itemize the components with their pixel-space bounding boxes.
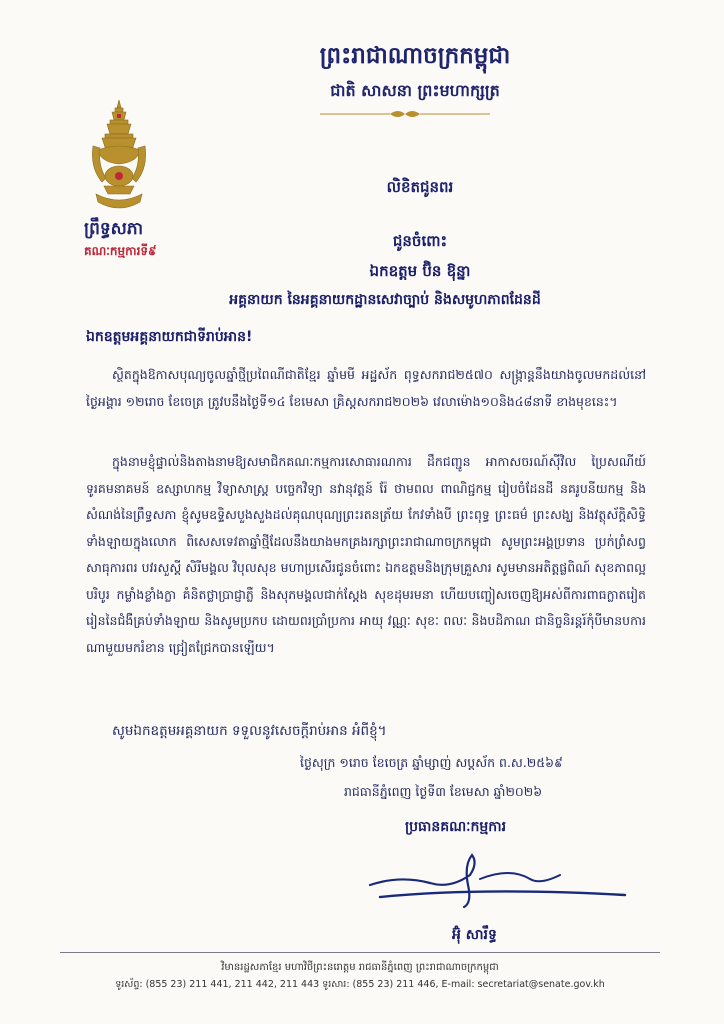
- body-paragraph-2: ក្នុងនាមខ្ញុំផ្ទាល់និងតាងនាមឱ្យសមាជិកគណៈកម្មការសោធារណការ ដឹកជញ្ជូន អាកាសចរណ៍ស៊ីវិល ប្រៃសណីយ៍ ទូរគមនាគមន៍ ឧស្សាហកម្ម វិទ្យាសាស្ត្រ បច្ចេកវិទ្យា នវានុវត្តន៍ រ៉ែ ថាមពល ពាណិជ្ជកម្ម រៀបចំដែនដី នគរូបនីយកម្ម និងសំណង់នៃព្រឹទ្ធសភា ខ្ញុំសូមឧទ្ទិសបួងសួងដល់គុណបុណ្យព្រះរតនត្រ័យ កែវទាំងបី ព្រះពុទ្ធ ព្រះធម៌ ព្រះសង្ឃ និងវត្ថុស័ក្តិសិទ្ធិទាំងឡាយក្នុងលោក ពិសេសទេវតាឆ្នាំថ្មីដែលនឹងយាងមកគ្រងរក្សាព្រះរាជាណាចក្រកម្ពុជា សូមព្រះអង្គប្រទាន ប្រក់ព្រំសព្វសាធុការពរ បវរសួស្តី សិរីមង្គល វិបុលសុខ មហាប្រសើរជូនចំពោះ ឯកឧត្តមនិងក្រុមគ្រួសារ សូមមានអតិត្តផ្លពិណ៍ សុខភាពល្អបរិបូរ កម្លាំងខ្លាំងក្លា គំនិតថ្លាប្រាជ្ញាភ្លឺ និងសុភមង្គលជាក់ស្តែង សុខដុមរមនា ហើយបញ្ចៀសចេញឱ្យអស់ពីការពាធក្លាតរៀតរៀននៃជំងឺគ្រប់ទាំងឡាយ និងសូមប្រកប ដោយពរប្រាំប្រការ អាយុ វណ្ណៈ សុខៈ ពលៈ និងបដិភាណ ជានិច្ចនិរន្តរ៍កុំបីមានបការណាមួយមករំខាន ជ្រៀតជ្រែកបានឡើយ។: [86, 454, 646, 655]
- to-label: ជូនចំពោះ: [392, 232, 448, 250]
- handwritten-signature: [360, 845, 630, 925]
- commission-name: គណៈកម្មការទី៩: [84, 244, 157, 258]
- ornament-divider: [320, 106, 490, 122]
- footer-divider: [60, 952, 660, 953]
- greeting: ឯកឧត្តមអគ្គនាយកជាទីរាប់អាន!: [86, 329, 253, 345]
- date-solar: រាជធានីភ្នំពេញ ថ្ងៃទី៣ ខែមេសា ឆ្នាំ២០២៦: [344, 784, 543, 799]
- senate-emblem-icon: [90, 98, 148, 218]
- institution-name: ព្រឹទ្ធសភា: [84, 219, 144, 239]
- signer-title: ប្រធានគណៈកម្មការ: [405, 819, 507, 835]
- recipient-post: អគ្គនាយក នៃអគ្គនាយកដ្ឋានសេវាច្បាប់ និងសមូហភាពដែនដី: [229, 292, 541, 308]
- closing-line: សូមឯកឧត្តមអគ្គនាយក ទទួលនូវសេចក្តីរាប់អាន អំពីខ្ញុំ។: [112, 723, 387, 739]
- body-paragraph-1: ស្ថិតក្នុងឱកាសបុណ្យចូលឆ្នាំថ្មីប្រពៃណីជាតិខ្មែរ ឆ្នាំមមី អដ្ឋស័ក ពុទ្ធសករាជ២៥៧០ សង្ក្រាន្តនឹងយាងចូលមកដល់នៅថ្ងៃអង្គារ ១២រោច ខែចេត្រ ត្រូវបនឹងថ្ងៃទី១៤ ខែមេសា គ្រិស្តសករាជ២០២៦ វេលាម៉ោង១០និង៤៨នាទី ខាងមុខនេះ។: [86, 367, 646, 409]
- signer-name: អ៊ុំ សារឹទ្ធ: [452, 927, 497, 943]
- date-lunar: ថ្ងៃសុក្រ ១រោច ខែចេត្រ ឆ្នាំម្សាញ់ សប្តស័ក ព.ស.២៥៦៩: [300, 755, 563, 770]
- national-motto: ជាតិ សាសនា ព្រះមហាក្សត្រ: [330, 81, 500, 100]
- footer-address: វិមានរដ្ឋសភាខ្មែរ មហាវិថីព្រះនរោត្តម រាជធានីភ្នំពេញ ព្រះរាជាណាចក្រកម្ពុជា: [221, 962, 499, 973]
- kingdom-heading: ព្រះរាជាណាចក្រកម្ពុជា: [319, 42, 511, 69]
- footer-contact: ទូរស័ព្ទ: (855 23) 211 441, 211 442, 211 443 ទូរសារ: (855 23) 211 446, E-mail: secretariat@senate.gov.kh: [115, 979, 605, 990]
- recipient-name: ឯកឧត្តម ប៊ិន ឱុន្នា: [369, 262, 471, 280]
- letter-title: លិខិតជូនពរ: [386, 178, 454, 196]
